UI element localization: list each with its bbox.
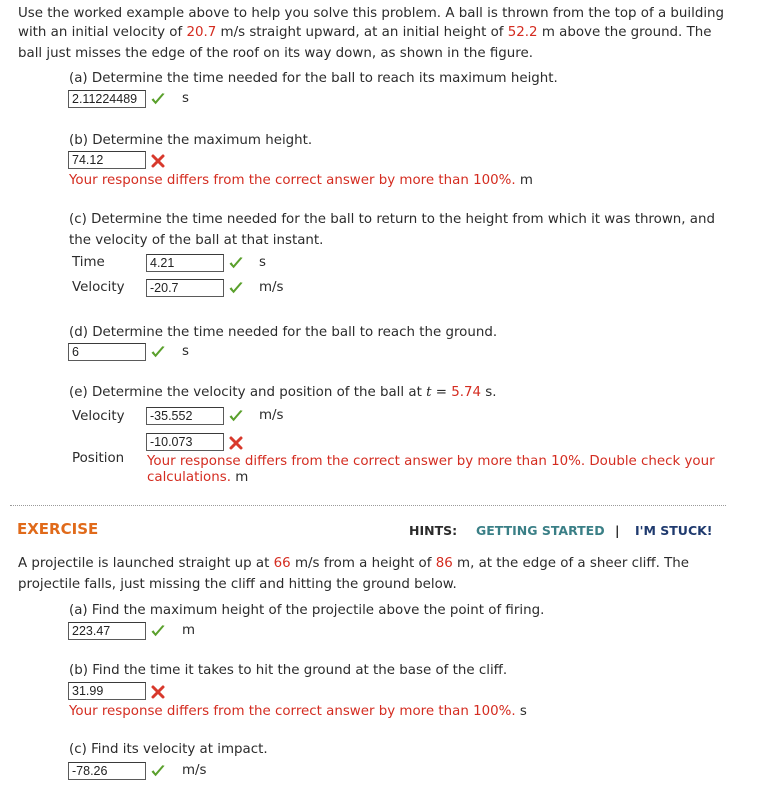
part-d-answer-input[interactable]: 6 xyxy=(68,343,146,361)
hints-label: HINTS: xyxy=(409,523,458,538)
cross-icon xyxy=(150,153,166,169)
intro-text: m above the ground. The xyxy=(537,25,712,40)
check-icon xyxy=(228,408,244,424)
intro-line-1: Use the worked example above to help you solve this problem. A ball is thrown from the top of a building xyxy=(18,6,725,21)
im-stuck-link[interactable]: I'M STUCK! xyxy=(635,523,713,538)
error-message: Your response differs from the correct answer by more than 100%. xyxy=(69,704,516,719)
check-icon xyxy=(150,763,166,779)
part-c-velocity-unit: m/s xyxy=(259,280,284,295)
exercise-a-answer-input[interactable]: 223.47 xyxy=(68,622,146,640)
check-icon xyxy=(150,91,166,107)
part-c-question-2: the velocity of the ball at that instant. xyxy=(69,233,324,248)
initial-height-value: 52.2 xyxy=(507,25,538,40)
position-label: Position xyxy=(72,451,125,466)
initial-velocity-value: 20.7 xyxy=(186,25,217,40)
part-b-feedback xyxy=(69,170,533,191)
check-icon xyxy=(228,255,244,271)
launch-speed-value: 66 xyxy=(273,556,291,571)
cliff-height-value: 86 xyxy=(435,556,453,571)
time-label: Time xyxy=(72,255,105,270)
time-variable: t xyxy=(426,385,432,400)
question-text: (e) Determine the velocity and position of the ball at xyxy=(69,385,427,400)
part-a-unit: s xyxy=(182,91,189,106)
exercise-text: A projectile is launched straight up at xyxy=(18,556,274,571)
hints-divider: | xyxy=(615,523,620,538)
part-c-time-input[interactable]: 4.21 xyxy=(146,254,224,272)
exercise-b-question: (b) Find the time it takes to hit the ground at the base of the cliff. xyxy=(69,663,508,678)
exercise-line-2: projectile falls, just missing the cliff and hitting the ground below. xyxy=(18,577,457,592)
intro-line-2 xyxy=(18,22,711,43)
error-message: calculations. xyxy=(147,470,231,485)
part-e-velocity-unit: m/s xyxy=(259,408,284,423)
part-e-feedback-2 xyxy=(147,467,248,488)
exercise-b-feedback xyxy=(69,701,527,722)
velocity-label: Velocity xyxy=(72,409,125,424)
part-d-question: (d) Determine the time needed for the ball to reach the ground. xyxy=(69,325,498,340)
exercise-a-unit: m xyxy=(182,623,196,638)
exercise-b-answer-input[interactable]: 31.99 xyxy=(68,682,146,700)
exercise-title: EXERCISE xyxy=(17,520,99,538)
intro-text: m/s straight upward, at an initial height of xyxy=(216,25,508,40)
part-e-position-input[interactable]: -10.073 xyxy=(146,433,224,451)
intro-text: with an initial velocity of xyxy=(18,25,187,40)
time-value: 5.74 xyxy=(451,385,482,400)
getting-started-link[interactable]: GETTING STARTED xyxy=(476,523,605,538)
part-b-question: (b) Determine the maximum height. xyxy=(69,133,313,148)
cross-icon xyxy=(150,684,166,700)
exercise-line-1 xyxy=(18,553,689,574)
exercise-c-question: (c) Find its velocity at impact. xyxy=(69,742,268,757)
check-icon xyxy=(150,623,166,639)
check-icon xyxy=(150,344,166,360)
velocity-label: Velocity xyxy=(72,280,125,295)
error-message: Your response differs from the correct answer by more than 100%. xyxy=(69,173,516,188)
part-e-feedback-1: Your response differs from the correct answer by more than 10%. Double check your xyxy=(147,454,715,469)
part-c-time-unit: s xyxy=(259,255,266,270)
check-icon xyxy=(228,280,244,296)
exercise-c-answer-input[interactable]: -78.26 xyxy=(68,762,146,780)
exercise-b-unit: s xyxy=(519,704,527,719)
question-text: s. xyxy=(481,385,497,400)
part-a-question: (a) Determine the time needed for the ball to reach its maximum height. xyxy=(69,71,558,86)
exercise-text: m/s from a height of xyxy=(290,556,436,571)
exercise-a-question: (a) Find the maximum height of the projectile above the point of firing. xyxy=(69,603,545,618)
exercise-c-unit: m/s xyxy=(182,763,207,778)
part-e-position-unit: m xyxy=(235,470,249,485)
question-text: = xyxy=(431,385,452,400)
part-a-answer-input[interactable]: 2.11224489 xyxy=(68,90,146,108)
intro-line-3: ball just misses the edge of the roof on its way down, as shown in the figure. xyxy=(18,46,533,61)
part-c-question-1: (c) Determine the time needed for the ball to return to the height from which it was thrown, and xyxy=(69,212,715,227)
cross-icon xyxy=(228,435,244,451)
part-b-unit: m xyxy=(519,173,533,188)
exercise-text: m, at the edge of a sheer cliff. The xyxy=(452,556,690,571)
part-d-unit: s xyxy=(182,344,189,359)
part-e-question xyxy=(69,382,497,403)
part-b-answer-input[interactable]: 74.12 xyxy=(68,151,146,169)
part-c-velocity-input[interactable]: -20.7 xyxy=(146,279,224,297)
part-e-velocity-input[interactable]: -35.552 xyxy=(146,407,224,425)
section-divider xyxy=(10,505,726,506)
